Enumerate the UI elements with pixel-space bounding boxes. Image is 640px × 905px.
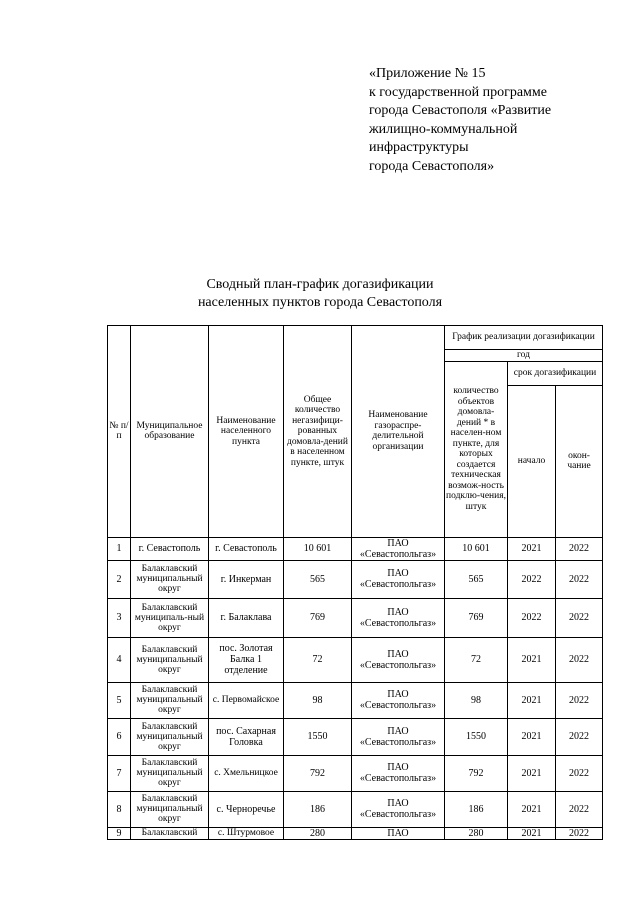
cell-end: 2022 [556, 537, 603, 560]
cell-num: 8 [108, 791, 131, 827]
cell-org: ПАО «Севастопольгаз» [352, 718, 445, 755]
cell-num: 9 [108, 827, 131, 839]
header-locality: Наименование населенного пункта [209, 326, 284, 538]
cell-org: ПАО «Севастопольгаз» [352, 791, 445, 827]
header-end: окон-чание [556, 385, 603, 537]
cell-total: 98 [284, 682, 352, 718]
cell-num: 2 [108, 560, 131, 598]
cell-end: 2022 [556, 718, 603, 755]
schedule-table [107, 325, 603, 840]
cell-total: 280 [284, 827, 352, 839]
cell-start: 2021 [508, 682, 556, 718]
title-line-1: Сводный план-график догазификации [206, 277, 434, 292]
cell-end: 2022 [556, 755, 603, 791]
cell-num: 7 [108, 755, 131, 791]
cell-num: 3 [108, 598, 131, 637]
header-year: год [445, 350, 603, 362]
cell-locality: г. Инкерман [209, 560, 284, 598]
cell-municipality: г. Севастополь [131, 537, 209, 560]
cell-org: ПАО «Севастопольгаз» [352, 537, 445, 560]
header-total: Общее количество негазифици-рованных домовла-дений в населенном пункте, штук [284, 326, 352, 538]
cell-start: 2021 [508, 637, 556, 682]
appendix-line: города Севастополя» [369, 158, 495, 174]
cell-municipality: Балаклавский муниципальный округ [131, 755, 209, 791]
cell-end: 2022 [556, 598, 603, 637]
cell-count: 1550 [445, 718, 508, 755]
cell-org: ПАО «Севастопольгаз» [352, 755, 445, 791]
table-row [108, 755, 603, 791]
appendix-line: к государственной программе [369, 84, 547, 100]
cell-num: 1 [108, 537, 131, 560]
cell-start: 2022 [508, 560, 556, 598]
table-row [108, 791, 603, 827]
table-row [108, 827, 603, 839]
cell-start: 2021 [508, 827, 556, 839]
header-municipality: Муниципальное образование [131, 326, 209, 538]
cell-municipality: Балаклавский [131, 827, 209, 839]
cell-org: ПАО [352, 827, 445, 839]
header-org: Наименование газораспре-делительной организации [352, 326, 445, 538]
cell-num: 5 [108, 682, 131, 718]
table-row [108, 718, 603, 755]
cell-total: 565 [284, 560, 352, 598]
cell-org: ПАО «Севастопольгаз» [352, 598, 445, 637]
cell-total: 1550 [284, 718, 352, 755]
cell-count: 10 601 [445, 537, 508, 560]
header-start: начало [508, 385, 556, 537]
cell-locality: с. Первомайское [209, 682, 284, 718]
appendix-line: инфраструктуры [369, 140, 469, 155]
cell-start: 2022 [508, 598, 556, 637]
cell-locality: с. Хмельницкое [209, 755, 284, 791]
table-row [108, 537, 603, 560]
document-title [0, 276, 640, 312]
cell-org: ПАО «Севастопольгаз» [352, 560, 445, 598]
cell-municipality: Балаклавский муниципальный округ [131, 637, 209, 682]
header-num: № п/п [108, 326, 131, 538]
cell-count: 72 [445, 637, 508, 682]
cell-municipality: Балаклавский муниципальный округ [131, 560, 209, 598]
cell-count: 565 [445, 560, 508, 598]
appendix-line: города Севастополя «Развитие [369, 103, 552, 118]
table-row [108, 637, 603, 682]
cell-start: 2021 [508, 537, 556, 560]
cell-total: 186 [284, 791, 352, 827]
cell-start: 2021 [508, 755, 556, 791]
table-row [108, 682, 603, 718]
table-row [108, 560, 603, 598]
cell-locality: пос. Золотая Балка 1 отделение [209, 637, 284, 682]
appendix-line: жилищно-коммунальной [369, 121, 518, 137]
cell-count: 186 [445, 791, 508, 827]
header-term: срок догазификации [508, 361, 603, 385]
cell-end: 2022 [556, 791, 603, 827]
cell-num: 6 [108, 718, 131, 755]
cell-count: 769 [445, 598, 508, 637]
cell-municipality: Балаклавский муниципаль-ный округ [131, 598, 209, 637]
cell-start: 2021 [508, 718, 556, 755]
cell-org: ПАО «Севастопольгаз» [352, 682, 445, 718]
cell-locality: г. Балаклава [209, 598, 284, 637]
cell-end: 2022 [556, 560, 603, 598]
cell-total: 10 601 [284, 537, 352, 560]
cell-end: 2022 [556, 682, 603, 718]
cell-municipality: Балаклавский муниципальный округ [131, 791, 209, 827]
cell-count: 280 [445, 827, 508, 839]
schedule-table-wrapper [107, 325, 602, 840]
cell-end: 2022 [556, 637, 603, 682]
cell-locality: с. Черноречье [209, 791, 284, 827]
cell-count: 98 [445, 682, 508, 718]
title-line-2: населенных пунктов города Севастополя [197, 295, 443, 310]
cell-municipality: Балаклавский муниципальный округ [131, 682, 209, 718]
cell-start: 2021 [508, 791, 556, 827]
appendix-line: «Приложение № 15 [369, 66, 486, 81]
cell-org: ПАО «Севастопольгаз» [352, 637, 445, 682]
cell-locality: с. Штурмовое [209, 827, 284, 839]
cell-count: 792 [445, 755, 508, 791]
cell-num: 4 [108, 637, 131, 682]
cell-total: 72 [284, 637, 352, 682]
cell-end: 2022 [556, 827, 603, 839]
cell-locality: пос. Сахарная Головка [209, 718, 284, 755]
cell-total: 792 [284, 755, 352, 791]
header-schedule: График реализации догазификации [445, 326, 603, 350]
appendix-header [369, 65, 619, 176]
header-count: количество объектов домовла-дений * в населен-ном пункте, для которых создается техническая возмож-ность подклю-чения, штук [445, 361, 508, 537]
cell-locality: г. Севастополь [209, 537, 284, 560]
cell-total: 769 [284, 598, 352, 637]
table-row [108, 598, 603, 637]
cell-municipality: Балаклавский муниципальный округ [131, 718, 209, 755]
